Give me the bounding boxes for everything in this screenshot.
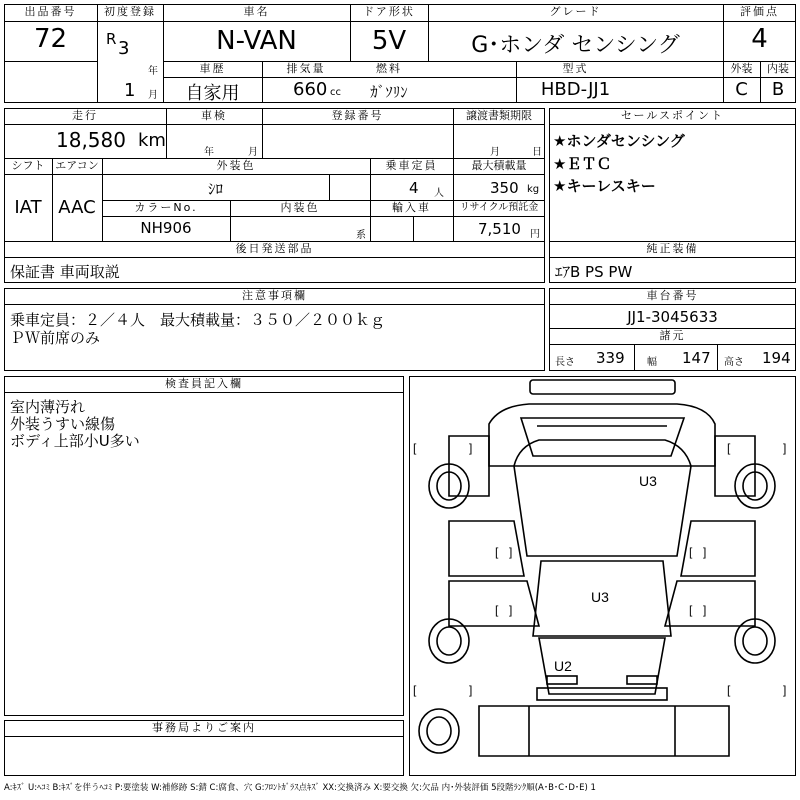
color-no-label: カラーNo. — [134, 201, 198, 214]
ac-label: エアコン — [55, 159, 99, 172]
capacity-unit: 人 — [434, 188, 444, 199]
bracket: [ — [495, 545, 499, 559]
fuel-label: 燃料 — [376, 62, 402, 75]
mileage-unit: km — [138, 130, 166, 151]
reg-year: 3 — [118, 38, 130, 59]
height: 194 — [762, 349, 791, 367]
car-name: N-VAN — [216, 26, 297, 56]
bracket: ] — [469, 441, 473, 455]
transfer-day-unit: 日 — [532, 147, 542, 158]
inspector-line: ボディ上部小U多い — [10, 432, 140, 450]
int-color-label: 内装色 — [280, 201, 320, 214]
first-reg-label: 初度登録 — [104, 5, 156, 18]
bracket: ] — [703, 603, 707, 617]
bracket: ] — [509, 545, 513, 559]
year-unit: 年 — [148, 66, 158, 77]
grade: G･ホンダ センシング — [471, 33, 680, 58]
displacement-label: 排気量 — [286, 62, 326, 75]
insp-year-unit: 年 — [204, 147, 214, 158]
bracket: ] — [783, 683, 787, 697]
max-load-label: 最大積載量 — [471, 159, 527, 172]
history-label: 車歴 — [199, 62, 226, 75]
bracket: ] — [509, 603, 513, 617]
int-color-unit: 系 — [356, 230, 366, 241]
exterior-label: 外装 — [730, 62, 753, 75]
bracket: [ — [413, 441, 417, 455]
inspector-line: 外装うすい線傷 — [10, 415, 116, 433]
door-label: ドア形状 — [363, 5, 415, 18]
grade-label: グレード — [549, 5, 602, 18]
inspector-line: 室内薄汚れ — [10, 398, 86, 416]
history: 自家用 — [185, 83, 240, 104]
capacity: 4 — [409, 179, 419, 197]
capacity-label: 乗車定員 — [385, 159, 438, 172]
bracket: [ — [689, 603, 693, 617]
sales-point-item: ★キーレスキー — [553, 177, 656, 195]
height-label: 高さ — [724, 357, 744, 368]
lot-number: 72 — [33, 24, 68, 54]
bracket: [ — [413, 683, 417, 697]
interior-grade: B — [771, 79, 785, 100]
model: HBD-JJ1 — [540, 79, 611, 100]
bracket: ] — [703, 545, 707, 559]
later-parts: 保証書 車両取説 — [10, 263, 120, 281]
shift-label: シフト — [11, 159, 45, 172]
damage-mark: U3 — [639, 473, 657, 489]
sales-point-item: ★ＥＴＣ — [553, 155, 612, 173]
ext-color: ｼﾛ — [207, 180, 223, 198]
max-load: 350 — [490, 179, 519, 197]
notes-label: 注意事項欄 — [242, 289, 307, 302]
chassis-label: 車台番号 — [646, 289, 699, 302]
damage-mark: U3 — [591, 589, 609, 605]
car-diagram — [409, 376, 796, 776]
mileage: 18,580 — [56, 128, 126, 152]
inspection-label: 車検 — [201, 109, 227, 122]
max-load-unit: kg — [527, 184, 540, 195]
office-label: 事務局よりご案内 — [152, 721, 256, 734]
chassis-number: JJ1-3045633 — [627, 308, 718, 326]
score-label: 評価点 — [740, 5, 779, 18]
month-unit: 月 — [148, 90, 158, 101]
era: R — [106, 30, 117, 48]
sales-points-label: セールスポイント — [620, 109, 724, 122]
shift: IAT — [14, 197, 42, 218]
interior-label: 内装 — [767, 62, 789, 75]
width: 147 — [682, 349, 711, 367]
recycle-fee: 7,510 — [478, 220, 521, 238]
genuine-equipment-label: 純正装備 — [646, 242, 699, 255]
displacement-unit: cc — [330, 87, 341, 98]
transfer-month-unit: 月 — [490, 147, 500, 158]
length-label: 長さ — [555, 357, 575, 368]
insp-month-unit: 月 — [248, 147, 258, 158]
dims-label: 諸元 — [659, 329, 686, 342]
fuel: ｶﾞｿﾘﾝ — [370, 83, 408, 101]
displacement: 660 — [293, 79, 328, 100]
model-label: 型式 — [562, 62, 589, 75]
bracket: [ — [727, 683, 731, 697]
bracket: ] — [469, 683, 473, 697]
legend: A:ｷｽﾞ U:ﾍｺﾐ B:ｷｽﾞを伴うﾍｺﾐ P:要塗装 W:補修跡 S:錆 C:腐食、穴 G:ﾌﾛﾝﾄｶﾞﾗｽ点ｷｽﾞ XX:交換済み X:要交換 欠:欠品 内･外装評価 5段階ﾗﾝｸ順(A･B･C･D･E) 1 — [4, 783, 596, 793]
damage-mark: U2 — [554, 658, 572, 674]
bracket: [ — [689, 545, 693, 559]
car-name-label: 車名 — [243, 5, 270, 18]
later-parts-label: 後日発送部品 — [235, 242, 314, 255]
notes-line: 乗車定員：２／４人 最大積載量：３５０／２００ｋｇ — [10, 311, 386, 329]
genuine-equipment: ｴｱB PS PW — [555, 263, 633, 281]
ac: AAC — [58, 197, 96, 218]
reg-month: 1 — [124, 80, 136, 101]
length: 339 — [596, 349, 625, 367]
ext-color-label: 外装色 — [216, 159, 256, 172]
recycle-label: リサイクル預託金 — [459, 202, 539, 213]
inspector-label: 検査員記入欄 — [165, 377, 243, 390]
bracket: [ — [495, 603, 499, 617]
lot-number-label: 出品番号 — [24, 5, 77, 18]
width-label: 幅 — [647, 357, 657, 368]
sales-point-item: ★ホンダセンシング — [553, 132, 685, 150]
color-no: NH906 — [140, 219, 192, 237]
import-label: 輸入車 — [392, 201, 431, 214]
reg-no-label: 登録番号 — [331, 109, 384, 122]
score: 4 — [751, 24, 768, 54]
bracket: ] — [783, 441, 787, 455]
mileage-label: 走行 — [72, 109, 98, 122]
transfer-deadline-label: 譲渡書類期限 — [466, 109, 532, 122]
door-type: 5V — [371, 26, 407, 56]
bracket: [ — [727, 441, 731, 455]
recycle-unit: 円 — [530, 229, 540, 240]
exterior-grade: C — [735, 79, 748, 100]
notes-line: ＰＷ前席のみ — [10, 329, 101, 347]
